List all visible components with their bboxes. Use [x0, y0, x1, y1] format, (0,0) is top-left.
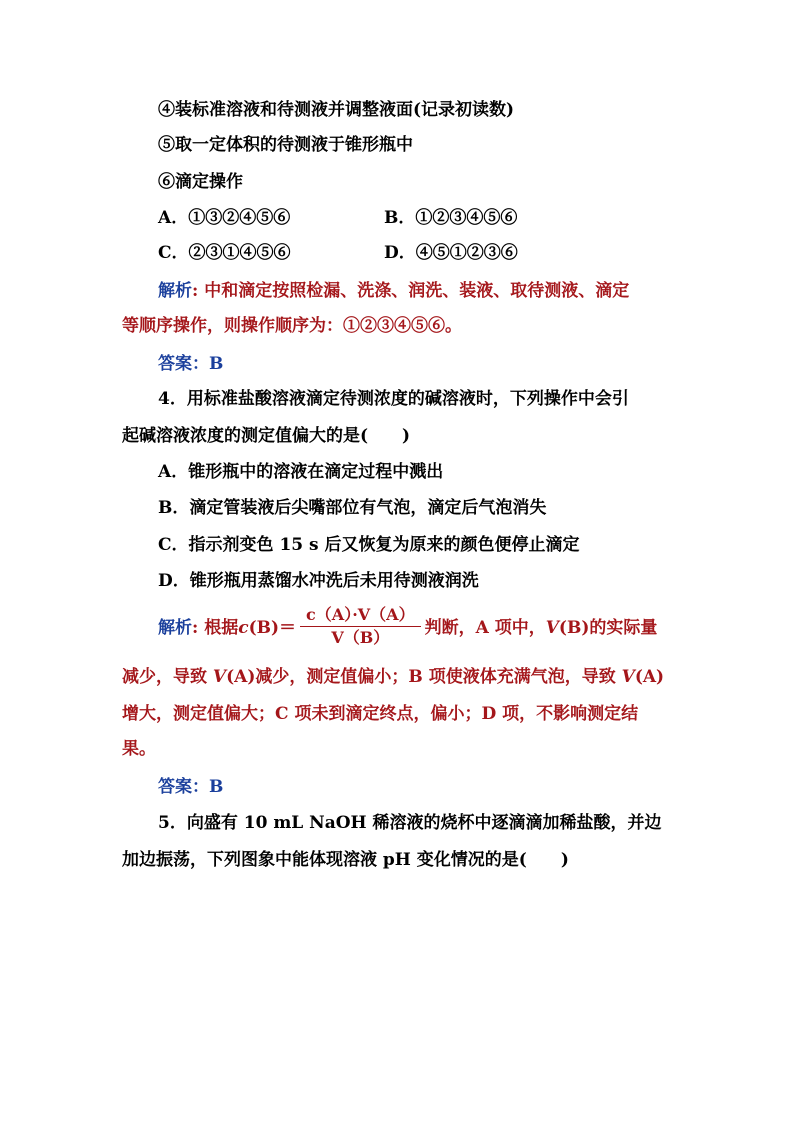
q4-stem-line-1: 4．用标准盐酸溶液滴定待测浓度的碱溶液时，下列操作中会引	[158, 389, 629, 409]
q4-answer: 答案：B	[158, 777, 224, 797]
concentration-fraction	[300, 605, 421, 648]
q4-analysis-line-2: 减少，导致 V(A)减少，测定值偏小；B 项使液体充满气泡，导致 V(A)	[122, 667, 665, 687]
q4-analysis-line-1: 解析: 根据c(B)＝ $\frac{c(A)\cdot V(A)}{V(B)}$ 判断，A 项中，V(B)的实际量	[158, 605, 658, 647]
q3-answer: 答案：B	[158, 354, 224, 374]
analysis-label: 解析	[158, 618, 192, 638]
q4-option-a: A．锥形瓶中的溶液在滴定过程中溅出	[158, 462, 444, 482]
q3-option-a: A．①③②④⑤⑥	[158, 208, 291, 228]
q4-option-b: B．滴定管装液后尖嘴部位有气泡，滴定后气泡消失	[158, 498, 547, 518]
q3-step-5: ⑤取一定体积的待测液于锥形瓶中	[158, 135, 413, 155]
q3-options-row-1	[158, 207, 518, 229]
analysis-label: 解析	[158, 281, 192, 301]
q3-option-d: D．④⑤①②③⑥	[384, 243, 518, 263]
q3-option-b: B．①②③④⑤⑥	[384, 208, 518, 228]
q3-analysis-line-1	[158, 280, 629, 302]
fraction-numerator: c（A）·V（A）	[300, 605, 421, 627]
q4-option-c: C．指示剂变色 15 s 后又恢复为原来的颜色便停止滴定	[158, 535, 580, 555]
q4-stem-line-2: 起碱溶液浓度的测定值偏大的是( )	[122, 426, 411, 446]
q3-analysis-text-1: : 中和滴定按照检漏、洗涤、润洗、装液、取待测液、滴定	[192, 281, 630, 301]
q4-option-d: D．锥形瓶用蒸馏水冲洗后未用待测液润洗	[158, 571, 479, 591]
q3-analysis-line-2: 等顺序操作，则操作顺序为：①②③④⑤⑥。	[122, 316, 462, 336]
q3-step-6: ⑥滴定操作	[158, 172, 243, 192]
q4-analysis-prefix: : 根据	[192, 618, 239, 638]
q3-option-c: C．②③①④⑤⑥	[158, 243, 291, 263]
q5-stem-line-2: 加边振荡，下列图象中能体现溶液 pH 变化情况的是( )	[122, 850, 569, 870]
fraction-denominator: V（B）	[331, 628, 390, 647]
q4-analysis-line-4: 果。	[122, 739, 156, 759]
q3-options-row-2	[158, 242, 518, 264]
q4-analysis-line-3: 增大，测定值偏大；C 项未到滴定终点，偏小；D 项，不影响测定结	[122, 704, 639, 724]
q5-stem-line-1: 5．向盛有 10 mL NaOH 稀溶液的烧杯中逐滴滴加稀盐酸，并边	[158, 813, 662, 833]
q3-step-4: ④装标准溶液和待测液并调整液面(记录初读数)	[158, 100, 515, 120]
